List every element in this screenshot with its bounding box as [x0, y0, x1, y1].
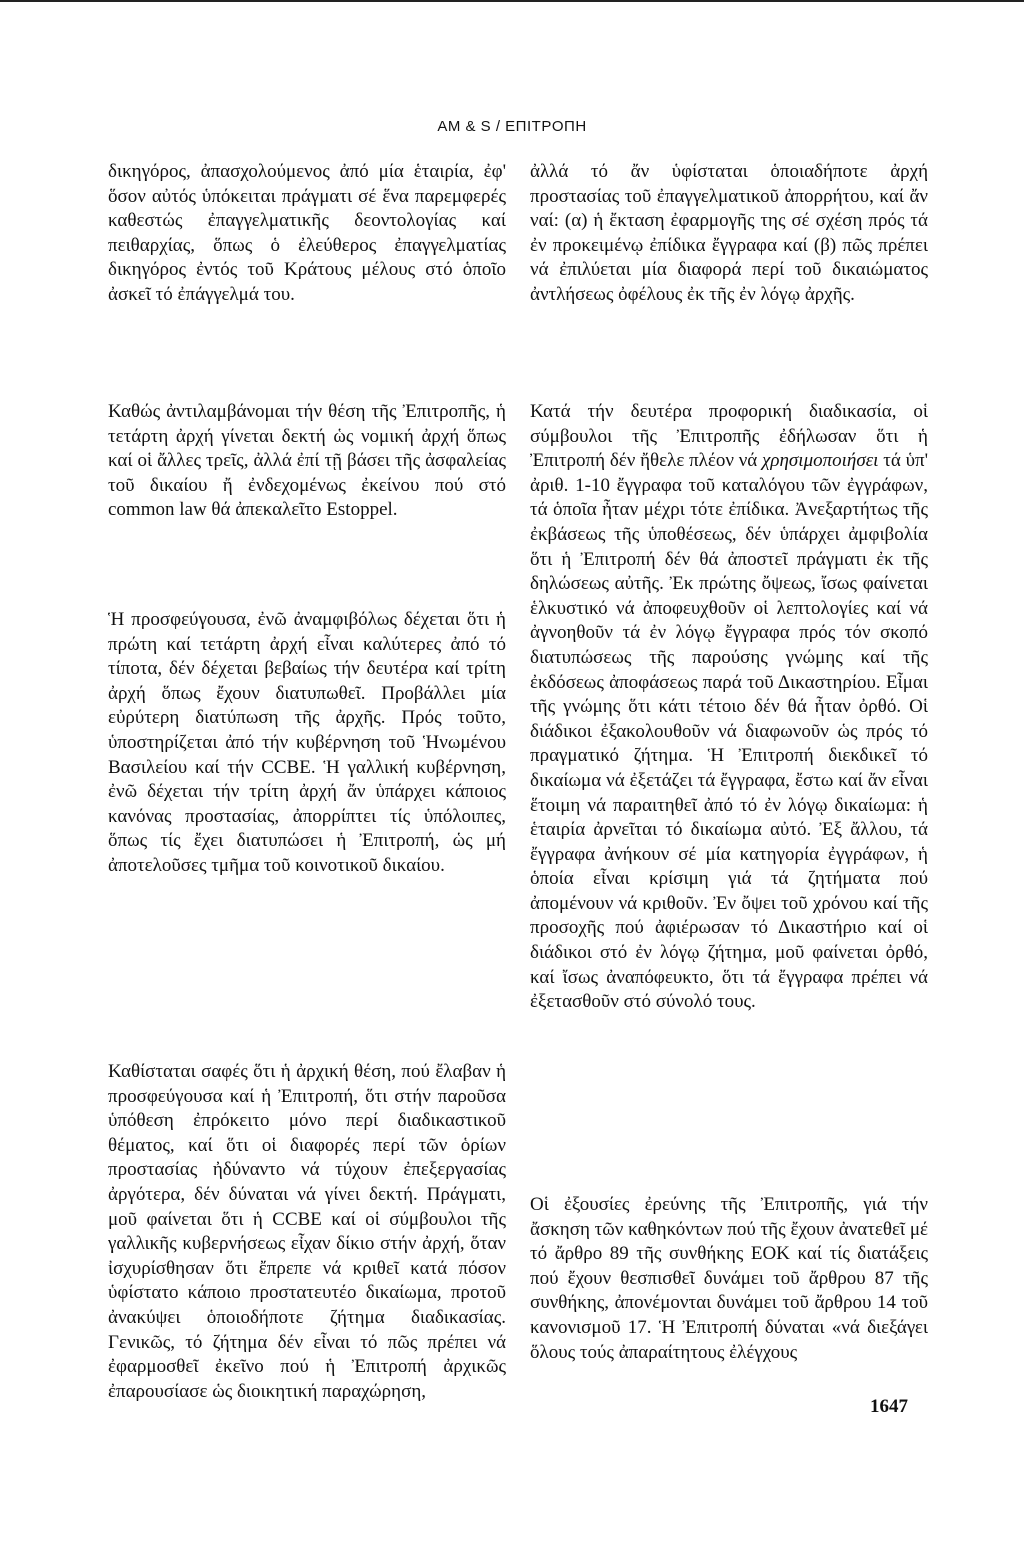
right-paragraph-3: Οἱ ἐξουσίες ἐρεύνης τῆς Ἐπιτροπῆς, γιά τήν ἄσκηση τῶν καθηκόντων πού τῆς ἔχουν ἀνατεθεῖ μέ τό ἄρθρο 89 τῆς συνθήκης ΕΟΚ καί τίς διατάξεις πού ἔχουν θεσπισθεῖ δυνάμει τοῦ ἄρθρου 87 τῆς συνθήκης, ἀπονέμονται δυνάμει τοῦ ἄρθρου 14 τοῦ κανονισμοῦ 17. Ἡ Ἐπιτροπή δύναται «νά διεξάγει ὅλους τούς ἀπαραίτητους ἐλέγχους	[530, 1194, 928, 1363]
left-paragraph-2: Καθώς ἀντιλαμβάνομαι τήν θέση τῆς Ἐπιτροπῆς, ἡ τετάρτη ἀρχή γίνεται δεκτή ὡς νομική ἀρχή ὅπως καί οἱ ἄλλες τρεῖς, ἀλλά ἐπί τῇ βάσει τῆς ἀσφαλείας τοῦ δικαίου ἤ ἐνδεχομένως ἐκείνου πού στό common law θά ἀπεκαλεῖτο Estoppel.	[108, 401, 506, 521]
right-paragraph-2-start: Κατά τήν δευτέρα προφορική διαδικασία, οἱ σύμβουλοι τῆς Ἐπιτροπῆς ἐδήλωσαν ὅτι ἡ Ἐπιτροπή δέν ἤθελε πλέον νά	[530, 401, 928, 472]
left-paragraph-3: Ἡ προσφεύγουσα, ἐνῶ ἀναμφιβόλως δέχεται ὅτι ἡ πρώτη καί τετάρτη ἀρχή εἶναι καλύτερες ἀπό τό τίποτα, δέν δέχεται βεβαίως τήν δευτέρα καί τρίτη ἀρχή ὅπως ἔχουν διατυπωθεῖ. Προβάλλει μία εὐρύτερη διατύπωση τῆς ἀρχῆς. Πρός τοῦτο, ὑποστηρίζεται ἀπό τήν κυβέρνηση τοῦ Ἡνωμένου Βασιλείου καί τήν CCBE. Ἡ γαλλική κυβέρνηση, ἐνῶ δέχεται τήν τρίτη ἀρχή ἄν ὑπάρχει κάποιος κανόνας προστασίας, ἀπορρίπτει τίς ὑπόλοιπες, ὅπως τίς ἔχει διατυπώσει ἡ Ἐπιτροπή, ὡς μή ἀποτελοῦσες τμῆμα τοῦ κοινοτικοῦ δικαίου.	[108, 609, 506, 876]
top-rule	[0, 0, 1024, 2]
running-head: AM & S / ΕΠΙΤΡΟΠΗ	[437, 118, 587, 135]
page-number: 1647	[870, 1396, 908, 1417]
right-paragraph-2-italic: χρησιμοποιήσει	[762, 450, 879, 472]
left-paragraph-4: Καθίσταται σαφές ὅτι ἡ ἀρχική θέση, πού ἔλαβαν ἡ προσφεύγουσα καί ἡ Ἐπιτροπή, ὅτι στήν παροῦσα ὑπόθεση ἐπρόκειτο μόνο περί διαδικαστικοῦ θέματος, καί ὅτι οἱ διαφορές περί τῶν ὁρίων προστασίας ἠδύναντο νά τύχουν ἐπεξεργασίας ἀργότερα, δέν δύναται νά γίνει δεκτή. Πράγματι, μοῦ φαίνεται ὅτι ἡ CCBE καί οἱ σύμβουλοι τῆς γαλλικῆς κυβερνήσεως εἶχαν δίκιο στήν ἀρχή, ὅταν ἰσχυρίσθησαν ὅτι ἔπρεπε νά κριθεῖ κατά πόσον ὑφίστατο κάποιο προστατευτέο δικαίωμα, προτοῦ ἀνακύψει ὁποιοδήποτε ζήτημα διαδικασίας. Γενικῶς, τό ζήτημα δέν εἶναι τό πῶς πρέπει νά ἐφαρμοσθεῖ ἐκεῖνο πού ἡ Ἐπιτροπή ἀρχικῶς ἐπαρουσίασε ὡς διοικητική παραχώρηση,	[108, 1061, 506, 1402]
right-paragraph-1: ἀλλά τό ἄν ὑφίσταται ὁποιαδήποτε ἀρχή προστασίας τοῦ ἐπαγγελματικοῦ ἀπορρήτου, καί ἄν ναί: (α) ἡ ἔκταση ἐφαρμογῆς της σέ σχέση πρός τά ἐν προκειμένῳ ἐπίδικα ἔγγραφα καί (β) πῶς πρέπει νά ἐπιλύεται μία διαφορά περί τοῦ δικαιώματος ἀντλήσεως ὀφέλους ἐκ τῆς ἐν λόγῳ ἀρχῆς.	[530, 161, 928, 305]
right-paragraph-2-rest: τά ὑπ' ἀριθ. 1-10 ἔγγραφα τοῦ καταλόγου τῶν ἐγγράφων, τά ὁποῖα ἦταν μέχρι τότε ἐπίδικα. Ἀνεξαρτήτως τῆς ἐκβάσεως τῆς ὑποθέσεως, δέν ὑπάρχει ἀμφιβολία ὅτι ἡ Ἐπιτροπή δέν θά ἀποστεῖ πράγματι ἐκ τῆς δηλώσεως αὐτῆς. Ἐκ πρώτης ὄψεως, ἴσως φαίνεται ἑλκυστικό νά ἀποφευχθοῦν οἱ λεπτολογίες καί νά ἀγνοηθοῦν τά ἐν λόγῳ ἔγγραφα πρός τόν σκοπό διατυπώσεως τῆς παρούσης γνώμης καί τῆς ἐκδόσεως ἀποφάσεως παρά τοῦ Δικαστηρίου. Εἶμαι τῆς γνώμης ὅτι κάτι τέτοιο δέν θά ἦταν ὀρθό. Οἱ διάδικοι ἐξακολουθοῦν νά διαφωνοῦν ὡς πρός τό πραγματικό ζήτημα. Ἡ Ἐπιτροπή διεκδικεῖ τό δικαίωμα νά ἐξετάζει τά ἔγγραφα, ἔστω καί ἄν εἶναι ἕτοιμη νά παραιτηθεῖ ἀπό τό ἐν λόγῳ δικαίωμα: ἡ ἑταιρία ἀρνεῖται τό δικαίωμα αὐτό. Ἐξ ἄλλου, τά ἔγγραφα ἀνήκουν σέ μία κατηγορία ἐγγράφων, ἡ ὁποία εἶναι κρίσιμη γιά τά ζητήματα πού ἀπομένουν νά κριθοῦν. Ἐν ὄψει τοῦ χρόνου καί τῆς προσοχῆς πού ἀφιέρωσαν τό Δικαστήριο καί οἱ διάδικοι στό ἐν λόγῳ ζήτημα, μοῦ φαίνεται ὀρθό, καί ἴσως ἀναπόφευκτο, ὅτι τά ἔγγραφα πρέπει νά ἐξετασθοῦν στό σύνολό τους.	[530, 450, 928, 1013]
left-paragraph-1: δικηγόρος, ἀπασχολούμενος ἀπό μία ἑταιρία, ἐφ' ὅσον αὐτός ὑπόκειται πράγματι σέ ἕνα παρεμφερές καθεστώς ἐπαγγελματικῆς δεοντολογίας καί πειθαρχίας, ὅπως ὁ ἐλεύθερος ἐπαγγελματίας δικηγόρος ἐντός τοῦ Κράτους μέλους στό ὁποῖο ἀσκεῖ τό ἐπάγγελμά του.	[108, 161, 506, 305]
right-paragraph-2	[530, 400, 928, 1015]
